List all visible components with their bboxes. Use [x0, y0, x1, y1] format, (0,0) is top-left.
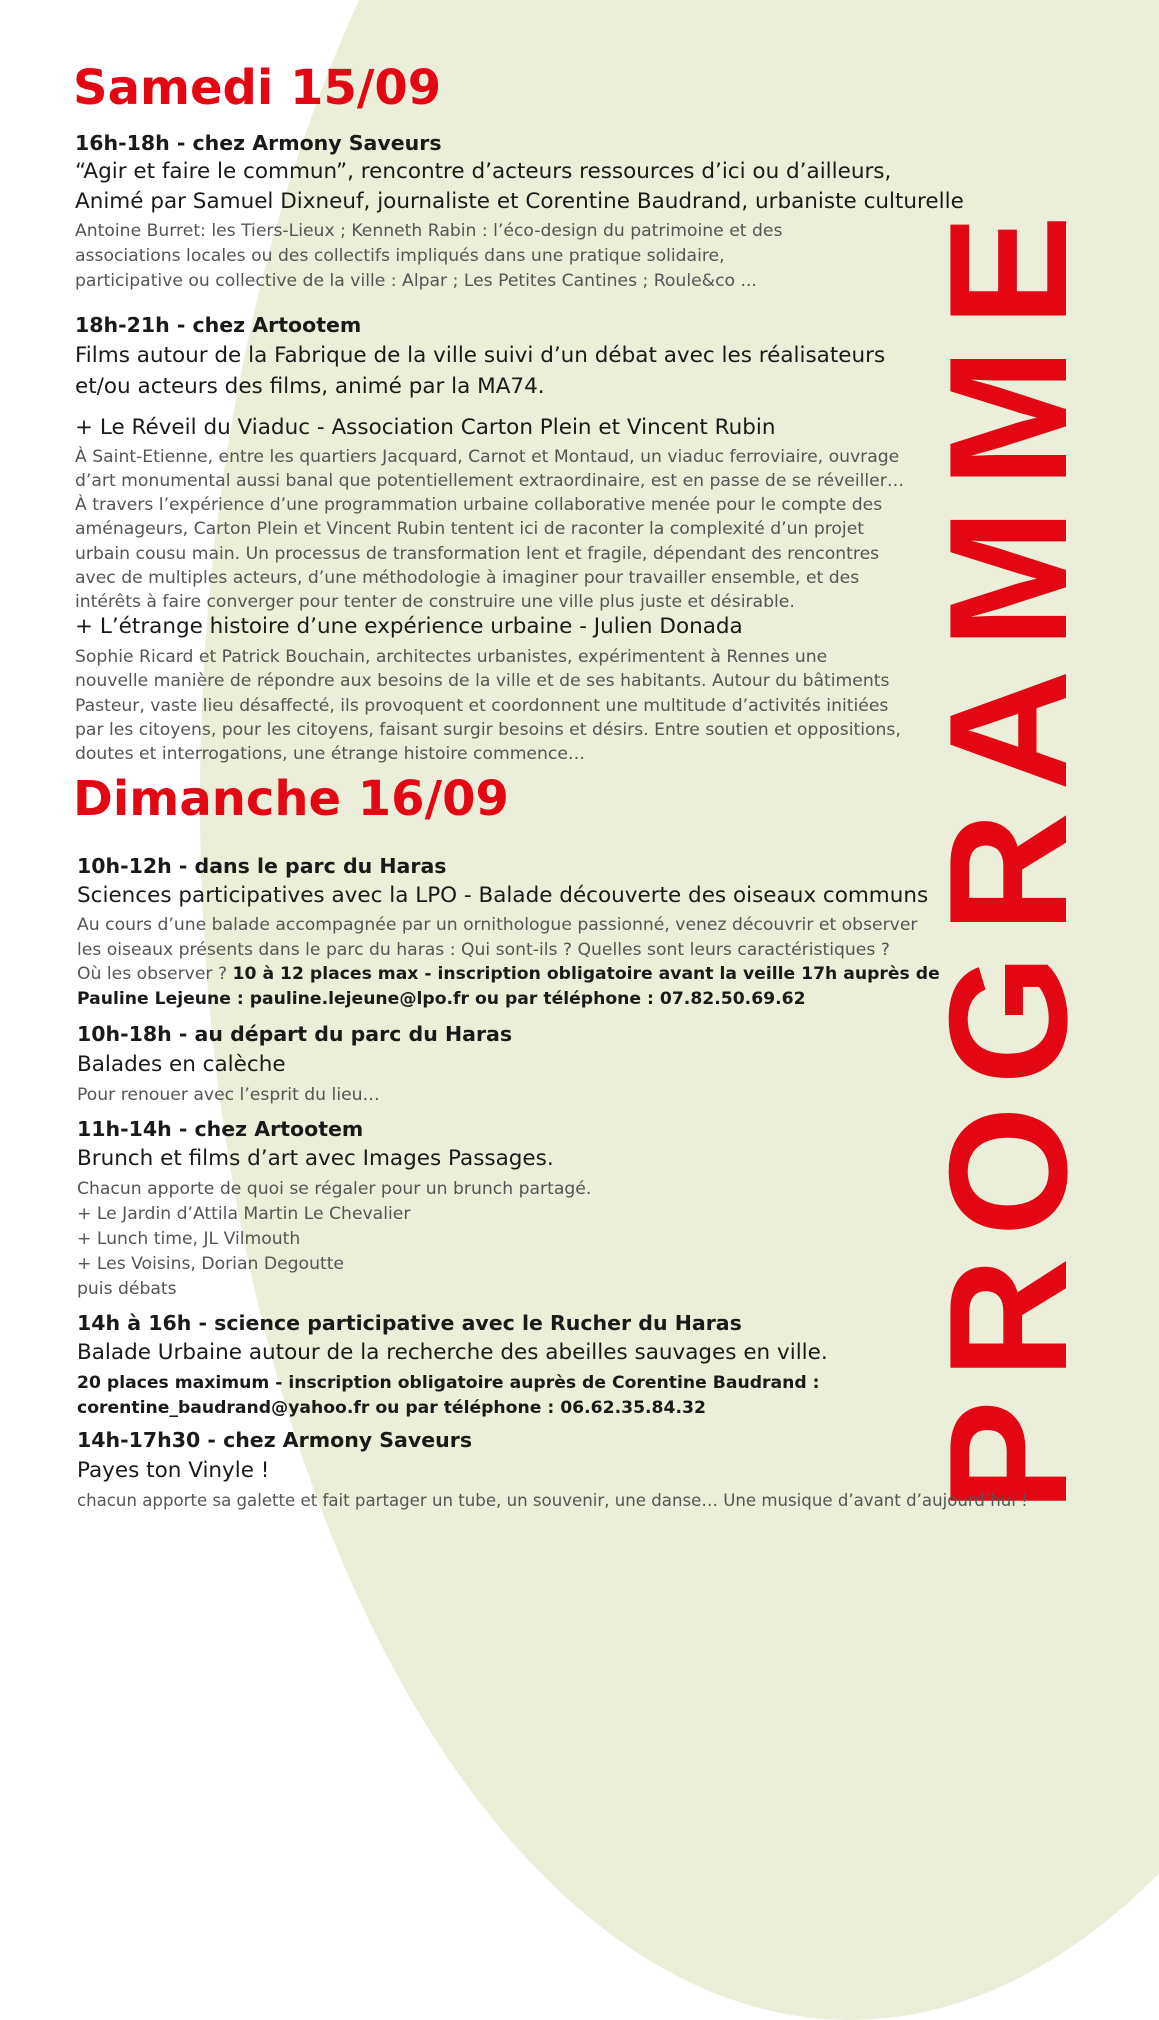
- event-time: 10h-12h - dans le parc du Haras: [77, 854, 447, 878]
- event-time: 16h-18h - chez Armony Saveurs: [75, 131, 442, 155]
- event-description-line: participative ou collective de la ville : Alpar ; Les Petites Cantines ; Roule&co ...: [75, 271, 757, 291]
- film-description-line: avec de multiples acteurs, d’une méthodologie à imaginer pour travailler ensemble, et des: [75, 568, 860, 588]
- film-title: + L’étrange histoire d’une expérience urbaine - Julien Donada: [75, 614, 743, 639]
- event-time: 14h à 16h - science participative avec le Rucher du Haras: [77, 1311, 742, 1335]
- event-contact-line: corentine_baudrand@yahoo.fr ou par téléphone : 06.62.35.84.32: [77, 1398, 706, 1418]
- film-title: + Le Réveil du Viaduc - Association Carton Plein et Vincent Rubin: [75, 415, 776, 440]
- film-description-line: intérêts à faire converger pour tenter de construire une ville plus juste et désirable.: [75, 592, 795, 612]
- event-title: Brunch et films d’art avec Images Passages.: [77, 1146, 554, 1171]
- event-description-line: Chacun apporte de quoi se régaler pour un brunch partagé.: [77, 1179, 592, 1199]
- film-list-item: + Lunch time, JL Vilmouth: [77, 1229, 301, 1249]
- event-registration-line: [77, 962, 940, 987]
- film-description-line: urbain cousu main. Un processus de transformation lent et fragile, dépendant des rencontres: [75, 544, 880, 564]
- event-description-line: puis débats: [77, 1279, 177, 1299]
- event-title-line: et/ou acteurs des films, animé par la MA74.: [75, 374, 545, 399]
- vertical-title: PROGRAMME: [914, 193, 1102, 1512]
- film-description-line: nouvelle manière de répondre aux besoins de la ville et de ses habitants. Autour du bâtiments: [75, 671, 890, 691]
- event-title: Balade Urbaine autour de la recherche des abeilles sauvages en ville.: [77, 1340, 828, 1365]
- film-description-line: aménageurs, Carton Plein et Vincent Rubin tentent ici de raconter la complexité d’un projet: [75, 519, 865, 539]
- event-time: 18h-21h - chez Artootem: [75, 313, 362, 337]
- event-time: 10h-18h - au départ du parc du Haras: [77, 1022, 513, 1046]
- event-title-line: Films autour de la Fabrique de la ville suivi d’un débat avec les réalisateurs: [75, 343, 886, 368]
- film-description-line: d’art monumental aussi banal que potentiellement extraordinaire, est en passe de se réveiller…: [75, 471, 905, 491]
- event-description-line: Antoine Burret: les Tiers-Lieux ; Kenneth Rabin : l’éco-design du patrimoine et des: [75, 221, 783, 241]
- film-description-line: À Saint-Etienne, entre les quartiers Jacquard, Carnot et Montaud, un viaduc ferroviaire, ouvrage: [75, 447, 900, 467]
- event-title: Balades en calèche: [77, 1052, 286, 1077]
- event-title-line: Animé par Samuel Dixneuf, journaliste et Corentine Baudrand, urbaniste culturelle: [75, 189, 964, 214]
- event-time: 14h-17h30 - chez Armony Saveurs: [77, 1428, 473, 1452]
- film-description-line: Sophie Ricard et Patrick Bouchain, architectes urbanistes, expérimentent à Rennes une: [75, 647, 828, 667]
- registration-prefix: Où les observer ?: [77, 964, 233, 984]
- film-description-line: Pasteur, vaste lieu désaffecté, ils provoquent et coordonnent une multitude d’activités initiées: [75, 696, 889, 716]
- film-list-item: + Les Voisins, Dorian Degoutte: [77, 1254, 345, 1274]
- event-title: Payes ton Vinyle !: [77, 1458, 270, 1483]
- event-title-line: “Agir et faire le commun”, rencontre d’acteurs ressources d’ici ou d’ailleurs,: [75, 159, 892, 184]
- event-title: Sciences participatives avec la LPO - Balade découverte des oiseaux communs: [77, 883, 929, 908]
- film-description-line: par les citoyens, pour les citoyens, faisant surgir besoins et désirs. Entre soutien et oppositions,: [75, 720, 901, 740]
- event-description-line: associations locales ou des collectifs impliqués dans une pratique solidaire,: [75, 246, 725, 266]
- registration-details: 10 à 12 places max - inscription obligatoire avant la veille 17h auprès de: [232, 964, 940, 984]
- film-description-line: doutes et interrogations, une étrange histoire commence…: [75, 744, 586, 764]
- event-description: Pour renouer avec l’esprit du lieu…: [77, 1085, 380, 1105]
- event-time: 11h-14h - chez Artootem: [77, 1117, 364, 1141]
- saturday-heading: Samedi 15/09: [73, 60, 442, 116]
- film-list-item: + Le Jardin d’Attila Martin Le Chevalier: [77, 1204, 411, 1224]
- event-description: chacun apporte sa galette et fait partager un tube, un souvenir, une danse… Une musique d’avant d’aujourd’hui !: [77, 1491, 1028, 1510]
- film-description-line: À travers l’expérience d’une programmation urbaine collaborative menée pour le compte des: [75, 495, 883, 515]
- event-registration-line: 20 places maximum - inscription obligatoire auprès de Corentine Baudrand :: [77, 1373, 820, 1393]
- event-description-line: les oiseaux présents dans le parc du haras : Qui sont-ils ? Quelles sont leurs caractéristiques ?: [77, 940, 890, 960]
- sunday-heading: Dimanche 16/09: [73, 771, 509, 827]
- event-description-line: Au cours d’une balade accompagnée par un ornithologue passionné, venez découvrir et observer: [77, 915, 918, 935]
- event-contact-line: Pauline Lejeune : pauline.lejeune@lpo.fr ou par téléphone : 07.82.50.69.62: [77, 989, 806, 1009]
